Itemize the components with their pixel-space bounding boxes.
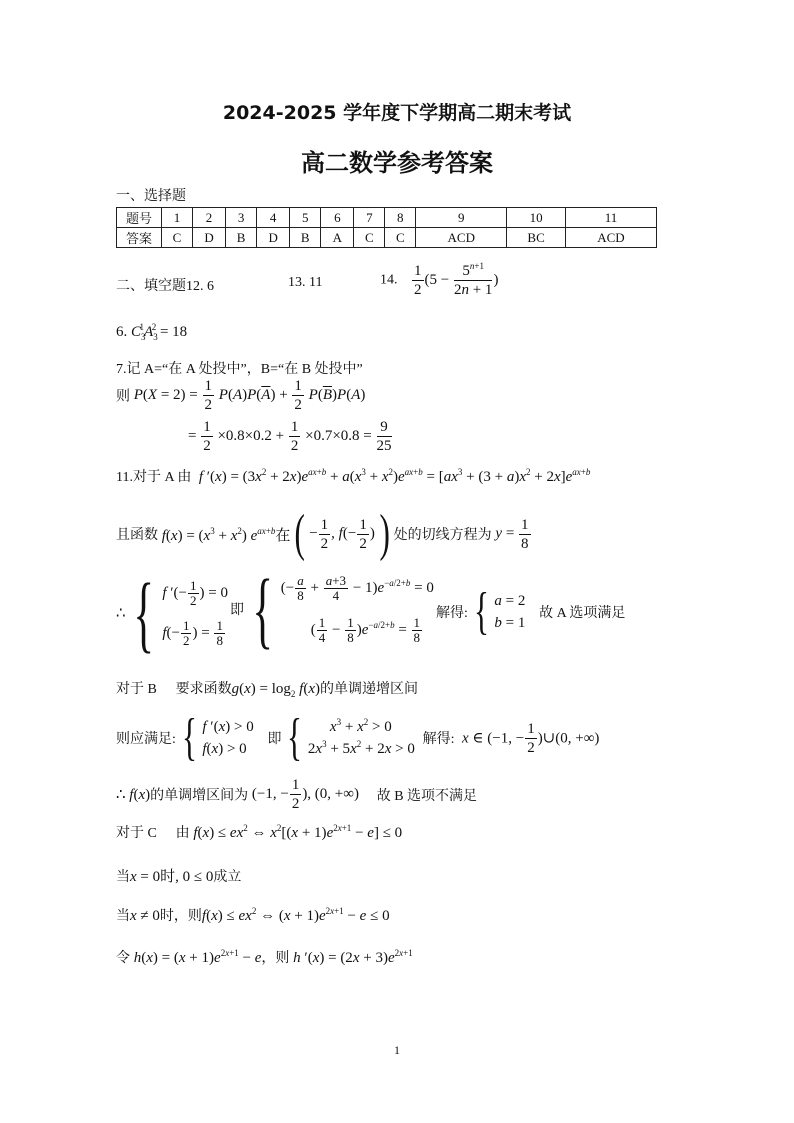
table-cell: C — [354, 228, 385, 248]
table-cell: 1 — [162, 208, 193, 228]
table-cell: ACD — [565, 228, 656, 248]
solution-11-b-conditions: 则应满足: { f ′(x) > 0 f(x) > 0 即 { $x^3 + x^2 > 0$ $2x^3 + 5x^2 + 2x > 0$ 解得: x ∈ (−1, − $\frac{1}{2}$ )∪(0, +∞) — [116, 709, 600, 766]
solution-11-b-interval: ∴ f(x)的单调增区间为 (−1, − $\frac{1}{2}$ ), (0, +∞) 故 B 选项不满足 — [116, 777, 478, 812]
table-cell: 5 — [290, 208, 321, 228]
row-label: 答案 — [117, 228, 162, 248]
exam-title: 2024-2025 学年度下学期高二期末考试 — [222, 102, 572, 124]
table-cell: C — [162, 228, 193, 248]
table-cell: 9 — [416, 208, 507, 228]
solution-11-b-intro: 对于 B 要求函数$g(x) = \log_2 f(x)$的单调递增区间 — [116, 681, 418, 699]
answer-14: 14. $\frac{1}{2}$ (5 − $\frac{5^{n+1}}{2n + 1}$ ) — [380, 261, 499, 298]
solution-11-tangent: 且函数 $f(x) = (x^3 + x^2)$ $e^{ax+b}$在 ( − $\frac{1}{2}$ , f(− $\frac{1}{2}$ ) ) 处的切线方程为 y = $\frac{1}{8}$ — [116, 505, 529, 562]
table-cell: 6 — [321, 208, 354, 228]
solution-11-a-result: 解得: { a = 2 b = 1 故 A 选项满足 — [436, 583, 626, 640]
solution-7-intro: 7.记 A=“在 A 处投中”，B=“在 B 处投中” — [116, 362, 363, 377]
solution-11-system-a-expanded: 即 { (− $\frac{a}{8}$ + $\frac{a+3}{4}$ − $1)e^{-a/2+b} = 0$ ( $\frac{1}{4}$ − $\frac{1}{8}$ )$e^{-a/2+b}$ = $\frac{1}{8}$ — [230, 561, 434, 657]
table-row-answers — [117, 228, 657, 248]
section-choice-heading: 一、选择题 — [116, 189, 186, 204]
table-cell: A — [321, 228, 354, 248]
table-cell: 3 — [226, 208, 257, 228]
table-cell: 4 — [257, 208, 290, 228]
table-cell: D — [192, 228, 225, 248]
table-row-numbers — [117, 208, 657, 228]
document-title: 高二数学参考答案 — [301, 149, 493, 177]
solution-7-line2: = $\frac{1}{2}$ ×0.8×0.2 + $\frac{1}{2}$ ×0.7×0.8 = $\frac{9}{25}$ — [188, 419, 392, 454]
answer-table — [116, 207, 657, 248]
table-cell: 8 — [385, 208, 416, 228]
table-cell: 7 — [354, 208, 385, 228]
solution-11-c-define-h: 令 $h(x) = (x + 1)e^{2x+1} - e$，则 h $'(x) = (2x + 3)e^{2x+1}$ — [116, 948, 413, 966]
row-label: 题号 — [117, 208, 162, 228]
table-cell: B — [290, 228, 321, 248]
table-cell: B — [226, 228, 257, 248]
table-cell: 11 — [565, 208, 656, 228]
table-cell: BC — [507, 228, 566, 248]
table-cell: 2 — [192, 208, 225, 228]
solution-7-line1: 则 P(X = 2) = $\frac{1}{2}$ $P(A)P(\overline{A})$ + $\frac{1}{2}$ $P(\overline{B})P(A)$ — [116, 378, 366, 413]
solution-11-c-case0: 当x = 0时, 0 ≤ 0成立 — [116, 869, 242, 885]
solution-11-c-case-ne0: 当x ≠ 0时，则$f(x) \le ex^2$ ⇔ $(x + 1)e^{2x+1} - e \le 0$ — [116, 906, 390, 924]
solution-11-system-a: ∴ { f ′(− $\frac{1}{2}$ ) = 0 f(− $\frac{1}{2}$ ) = $\frac{1}{8}$ — [116, 565, 228, 661]
page-number: 1 — [394, 1043, 400, 1057]
table-cell: D — [257, 228, 290, 248]
solution-11-c-intro: 对于 C 由 $f(x) \le ex^2$ ⇔ $x^2[(x + 1)e^{2x+1} - e] \le 0$ — [116, 823, 403, 841]
table-cell: 10 — [507, 208, 566, 228]
table-cell: C — [385, 228, 416, 248]
solution-6: 6. $C_3^1A_3^2 = 18$ — [116, 322, 188, 342]
answer-13: 13. 11 — [288, 275, 323, 290]
solution-11-derivative: 11.对于 A 由 f $'(x) = (3x^2 + 2x)e^{ax+b} + a(x^3 + x^2)e^{ax+b} = [ax^3 + (3 + a)x^2 + 2x]e^{ax+b}$ — [116, 467, 591, 485]
section-fill-heading: 二、填空题12. 6 — [116, 279, 214, 294]
table-cell: ACD — [416, 228, 507, 248]
